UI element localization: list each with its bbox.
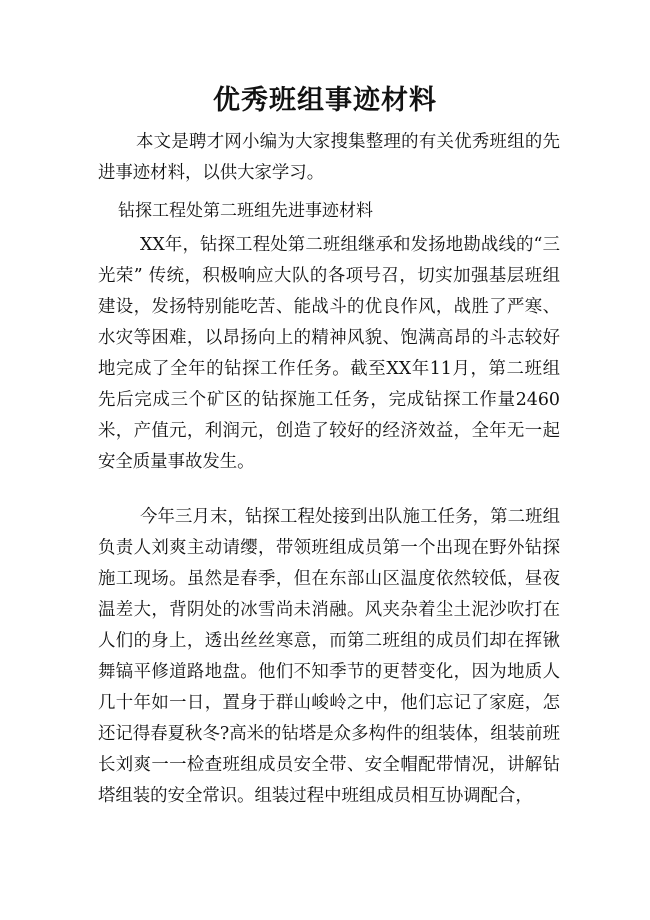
body-paragraph-2: 今年三月末，钻探工程处接到出队施工任务，第二班组负责人刘爽主动请缨，带领班组成员第一个出现在野外钻探施工现场。虽然是春季，但在东部山区温度依然较低，昼夜温差大，背阴处的冰雪尚未消融。风夹杂着尘土泥沙吹打在人们的身上，透出丝丝寒意，而第二班组的成员们却在挥锹舞镐平修道路地盘。他们不知季节的更替变化，因为地质人几十年如一日，置身于群山峻岭之中，他们忘记了家庭，怎还记得春夏秋冬?高米的钻塔是众多构件的组装体，组装前班长刘爽一一检查班组成员安全带、安全帽配带情况，讲解钻塔组装的安全常识。组装过程中班组成员相互协调配合， [98, 507, 560, 806]
intro-paragraph: 本文是聘才网小编为大家搜集整理的有关优秀班组的先进事迹材料，以供大家学习。 [98, 132, 560, 183]
section-heading: 钻探工程处第二班组先进事迹材料 [118, 201, 373, 221]
body-paragraph-1: XX年，钻探工程处第二班组继承和发扬地勘战线的“三光荣” 传统，积极响应大队的各项号召，切实加强基层班组建设，发扬特别能吃苦、能战斗的优良作风，战胜了严寒、水灾等困难，以昂扬向上的精神风貌、饱满高昂的斗志较好地完成了全年的钻探工作任务。截至XX年11月，第二班组先后完成三个矿区的钻探施工任务，完成钻探工作量2460米，产值元，利润元，创造了较好的经济效益，全年无一起安全质量事故发生。 [98, 235, 560, 472]
document-title: 优秀班组事迹材料 [213, 85, 437, 116]
